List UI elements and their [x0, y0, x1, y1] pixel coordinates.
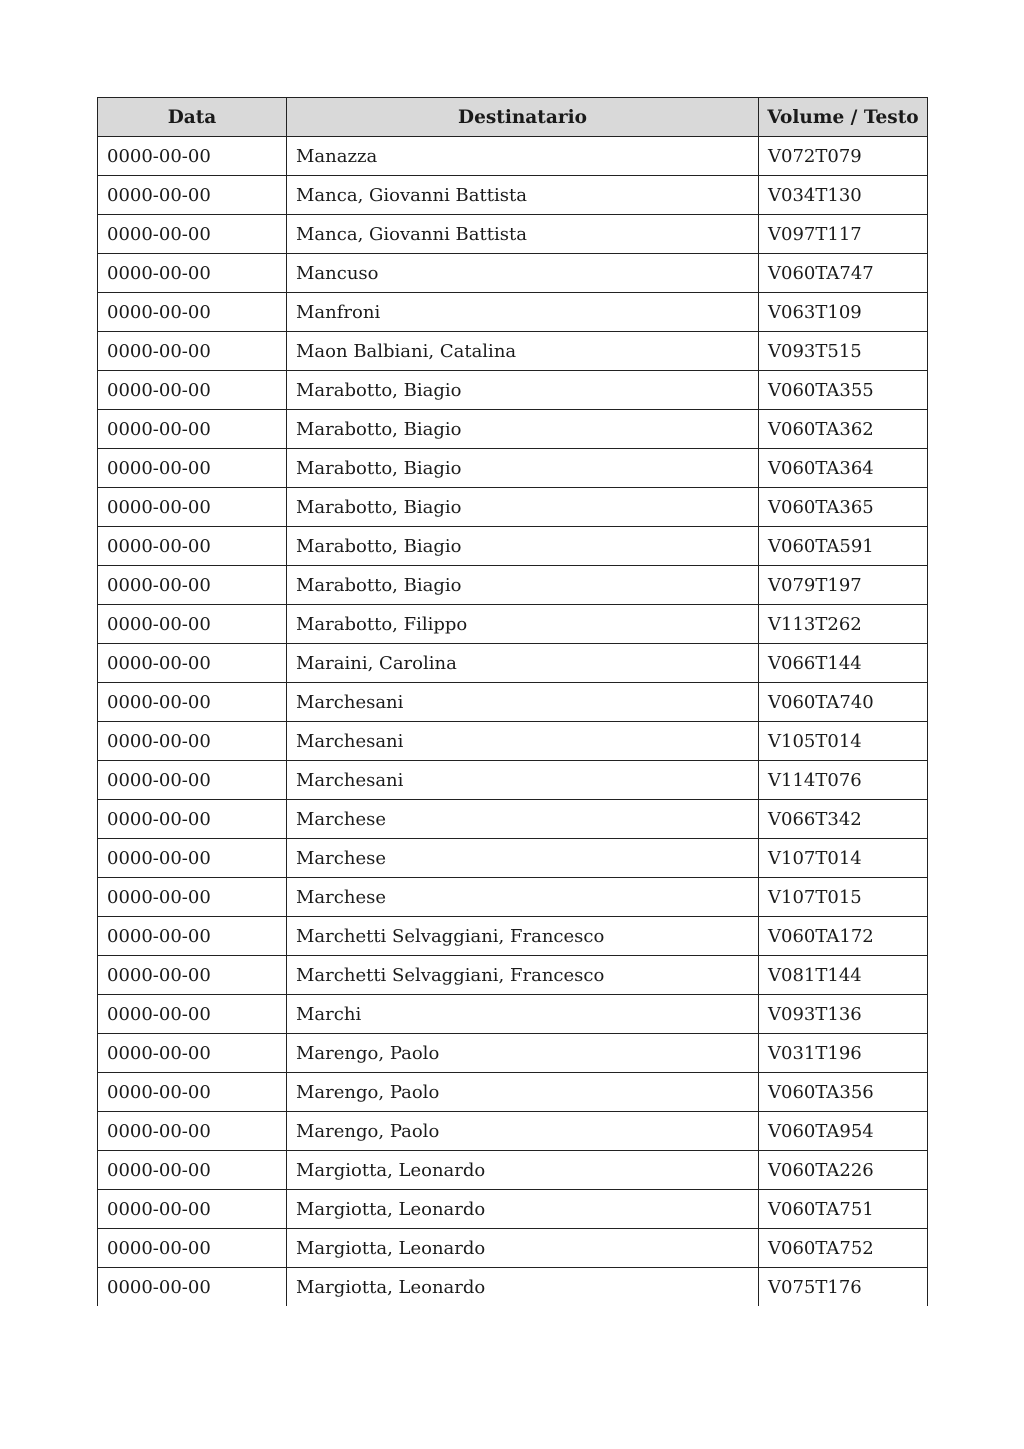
cell-volume: V066T342	[759, 800, 928, 839]
cell-recipient: Marchesani	[287, 761, 759, 800]
cell-date: 0000-00-00	[98, 1190, 287, 1229]
table-row	[98, 449, 928, 488]
cell-volume: V075T176	[759, 1268, 928, 1307]
table-row	[98, 761, 928, 800]
cell-recipient: Marabotto, Biagio	[287, 371, 759, 410]
cell-volume: V093T136	[759, 995, 928, 1034]
cell-volume: V097T117	[759, 215, 928, 254]
table-row	[98, 1073, 928, 1112]
cell-date: 0000-00-00	[98, 1151, 287, 1190]
table-row	[98, 1229, 928, 1268]
cell-recipient: Marengo, Paolo	[287, 1034, 759, 1073]
cell-recipient: Marabotto, Biagio	[287, 449, 759, 488]
cell-volume: V060TA362	[759, 410, 928, 449]
cell-recipient: Margiotta, Leonardo	[287, 1268, 759, 1307]
cell-recipient: Marabotto, Filippo	[287, 605, 759, 644]
cell-recipient: Manazza	[287, 137, 759, 176]
cell-recipient: Marchese	[287, 839, 759, 878]
cell-recipient: Maraini, Carolina	[287, 644, 759, 683]
cell-recipient: Margiotta, Leonardo	[287, 1229, 759, 1268]
cell-recipient: Marchese	[287, 878, 759, 917]
table-row	[98, 215, 928, 254]
cell-volume: V060TA172	[759, 917, 928, 956]
cell-date: 0000-00-00	[98, 878, 287, 917]
cell-recipient: Mancuso	[287, 254, 759, 293]
cell-recipient: Marchetti Selvaggiani, Francesco	[287, 917, 759, 956]
cell-date: 0000-00-00	[98, 683, 287, 722]
cell-recipient: Marabotto, Biagio	[287, 566, 759, 605]
cell-date: 0000-00-00	[98, 527, 287, 566]
cell-date: 0000-00-00	[98, 332, 287, 371]
cell-date: 0000-00-00	[98, 1268, 287, 1307]
cell-volume: V114T076	[759, 761, 928, 800]
cell-volume: V060TA954	[759, 1112, 928, 1151]
table-row	[98, 566, 928, 605]
cell-volume: V079T197	[759, 566, 928, 605]
table-row	[98, 800, 928, 839]
table-row	[98, 488, 928, 527]
cell-recipient: Manca, Giovanni Battista	[287, 215, 759, 254]
table-body	[98, 137, 928, 1307]
cell-volume: V081T144	[759, 956, 928, 995]
cell-date: 0000-00-00	[98, 488, 287, 527]
cell-date: 0000-00-00	[98, 371, 287, 410]
table-row	[98, 1034, 928, 1073]
cell-volume: V060TA591	[759, 527, 928, 566]
cell-volume: V105T014	[759, 722, 928, 761]
cell-date: 0000-00-00	[98, 644, 287, 683]
table-row	[98, 917, 928, 956]
cell-volume: V072T079	[759, 137, 928, 176]
cell-recipient: Manfroni	[287, 293, 759, 332]
cell-recipient: Manca, Giovanni Battista	[287, 176, 759, 215]
table-row	[98, 605, 928, 644]
cell-volume: V060TA355	[759, 371, 928, 410]
cell-recipient: Marchesani	[287, 722, 759, 761]
cell-date: 0000-00-00	[98, 761, 287, 800]
cell-date: 0000-00-00	[98, 215, 287, 254]
table-row	[98, 995, 928, 1034]
table-row	[98, 878, 928, 917]
table-row	[98, 1112, 928, 1151]
table-row	[98, 137, 928, 176]
table-header	[98, 98, 928, 137]
cell-recipient: Margiotta, Leonardo	[287, 1151, 759, 1190]
cell-volume: V093T515	[759, 332, 928, 371]
cell-volume: V113T262	[759, 605, 928, 644]
cell-recipient: Marabotto, Biagio	[287, 527, 759, 566]
table-row	[98, 410, 928, 449]
cell-volume: V060TA365	[759, 488, 928, 527]
table-row	[98, 839, 928, 878]
cell-volume: V060TA747	[759, 254, 928, 293]
cell-date: 0000-00-00	[98, 1112, 287, 1151]
cell-date: 0000-00-00	[98, 800, 287, 839]
cell-recipient: Margiotta, Leonardo	[287, 1190, 759, 1229]
cell-recipient: Marchi	[287, 995, 759, 1034]
table-row	[98, 722, 928, 761]
table-row	[98, 644, 928, 683]
cell-volume: V031T196	[759, 1034, 928, 1073]
table-row	[98, 254, 928, 293]
table-row	[98, 371, 928, 410]
cell-volume: V060TA752	[759, 1229, 928, 1268]
table-row	[98, 683, 928, 722]
cell-date: 0000-00-00	[98, 254, 287, 293]
column-header-date: Data	[98, 98, 287, 137]
table-row	[98, 1151, 928, 1190]
table-row	[98, 1190, 928, 1229]
cell-recipient: Marabotto, Biagio	[287, 410, 759, 449]
cell-date: 0000-00-00	[98, 137, 287, 176]
cell-volume: V107T014	[759, 839, 928, 878]
table-row	[98, 332, 928, 371]
cell-date: 0000-00-00	[98, 956, 287, 995]
column-header-volume: Volume / Testo	[759, 98, 928, 137]
cell-volume: V060TA364	[759, 449, 928, 488]
cell-recipient: Marengo, Paolo	[287, 1073, 759, 1112]
header-row	[98, 98, 928, 137]
cell-date: 0000-00-00	[98, 995, 287, 1034]
cell-date: 0000-00-00	[98, 566, 287, 605]
cell-date: 0000-00-00	[98, 410, 287, 449]
cell-recipient: Marchesani	[287, 683, 759, 722]
cell-recipient: Maon Balbiani, Catalina	[287, 332, 759, 371]
cell-recipient: Marabotto, Biagio	[287, 488, 759, 527]
column-header-recipient: Destinatario	[287, 98, 759, 137]
cell-volume: V066T144	[759, 644, 928, 683]
cell-date: 0000-00-00	[98, 1229, 287, 1268]
cell-volume: V063T109	[759, 293, 928, 332]
table-row	[98, 956, 928, 995]
cell-date: 0000-00-00	[98, 605, 287, 644]
cell-volume: V060TA226	[759, 1151, 928, 1190]
cell-recipient: Marchetti Selvaggiani, Francesco	[287, 956, 759, 995]
table-row	[98, 1268, 928, 1307]
cell-date: 0000-00-00	[98, 917, 287, 956]
cell-volume: V060TA751	[759, 1190, 928, 1229]
cell-date: 0000-00-00	[98, 839, 287, 878]
cell-date: 0000-00-00	[98, 293, 287, 332]
cell-volume: V107T015	[759, 878, 928, 917]
cell-recipient: Marengo, Paolo	[287, 1112, 759, 1151]
cell-volume: V034T130	[759, 176, 928, 215]
cell-date: 0000-00-00	[98, 176, 287, 215]
table-row	[98, 293, 928, 332]
cell-date: 0000-00-00	[98, 1073, 287, 1112]
cell-date: 0000-00-00	[98, 722, 287, 761]
cell-date: 0000-00-00	[98, 1034, 287, 1073]
cell-recipient: Marchese	[287, 800, 759, 839]
cell-volume: V060TA356	[759, 1073, 928, 1112]
table-row	[98, 176, 928, 215]
letters-table	[97, 97, 928, 1306]
cell-volume: V060TA740	[759, 683, 928, 722]
cell-date: 0000-00-00	[98, 449, 287, 488]
table-row	[98, 527, 928, 566]
